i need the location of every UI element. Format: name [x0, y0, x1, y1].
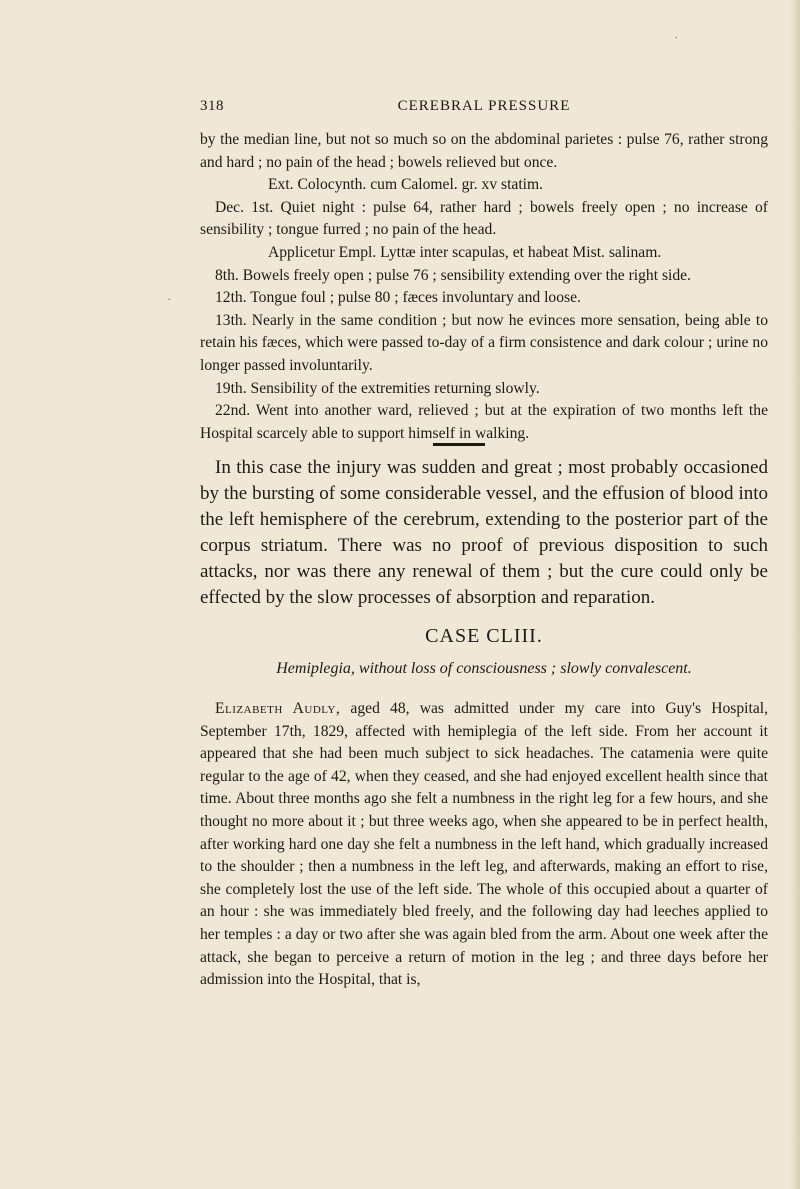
page-edge-shadow: [790, 0, 800, 1189]
case-subtitle: Hemiplegia, without loss of consciousness ; slowly convalescent.: [276, 660, 692, 677]
report-paragraph: 12th. Tongue foul ; pulse 80 ; fæces involuntary and loose.: [215, 289, 581, 307]
case-paragraph: [200, 698, 768, 992]
running-header: [200, 98, 768, 120]
patient-name: Elizabeth Audly,: [215, 700, 341, 717]
report-paragraph: 13th. Nearly in the same condition ; but now he evinces more sensation, being able to retain his fæces, which were passed to-day of a firm consistence and dark colour ; urine no longer passed involuntarily.: [200, 311, 768, 374]
prescription: Ext. Colocynth. cum Calomel. gr. xv statim.: [268, 176, 544, 194]
commentary-paragraph: In this case the injury was sudden and great ; most probably occasioned by the bursting of some considerable vessel, and the effusion of blood into the left hemisphere of the cerebrum, extending to the posterior part of the corpus striatum. There was no proof of previous disposition to such attacks, nor was there any renewal of them ; but the cure could only be effected by the slow processes of absorption and reparation.: [200, 457, 768, 608]
case-title: CASE CLIII.: [425, 625, 543, 647]
case-narrative: [200, 698, 768, 992]
report-paragraph: 22nd. Went into another ward, relieved ; but at the expiration of two months left the Hospital scarcely able to support himself in walking.: [200, 402, 768, 442]
section-divider: [433, 443, 485, 446]
running-title: CEREBRAL PRESSURE: [397, 98, 571, 114]
page-speck: .: [675, 30, 678, 41]
page-speck: .: [168, 292, 171, 303]
report-paragraph: 19th. Sensibility of the extremities returning slowly.: [215, 379, 540, 397]
report-paragraph: by the median line, but not so much so on the abdominal parietes : pulse 76, rather strong and hard ; no pain of the head ; bowels relieved but once.: [200, 131, 768, 171]
prescription: Applicetur Empl. Lyttæ inter scapulas, et habeat Mist. salinam.: [268, 243, 662, 261]
report-paragraph: Dec. 1st. Quiet night : pulse 64, rather hard ; bowels freely open ; no increase of sensibility ; tongue furred ; no pain of the head.: [200, 198, 768, 239]
case-report: [200, 129, 768, 445]
case-body: aged 48, was admitted under my care into Guy's Hospital, September 17th, 1829, affected with hemiplegia of the left side. From her account it appeared that she had been much subject to sick headaches. The catamenia were quite regular to the age of 42, when they ceased, and she had enjoyed excellent health since that time. About three months ago she felt a numbness in the right leg for a few hours, and she thought no more about it ; but three weeks ago, when she appeared to be in perfect health, after working hard one day she felt a numbness in the left hand, which gradually increased to the shoulder ; then a numbness in the left leg, and afterwards, making an effort to rise, she completely lost the use of the left side. The whole of this occupied about a quarter of an hour : she was immediately bled freely, and the following day had leeches applied to her temples : a day or two after she was again bled from the arm. About one week after the attack, she began to perceive a return of motion in the leg ; and three days before her admission into the Hospital, that is,: [200, 700, 768, 989]
report-paragraph: 8th. Bowels freely open ; pulse 76 ; sensibility extending over the right side.: [215, 266, 691, 284]
commentary: [200, 455, 768, 611]
page-number: 318: [200, 98, 224, 114]
